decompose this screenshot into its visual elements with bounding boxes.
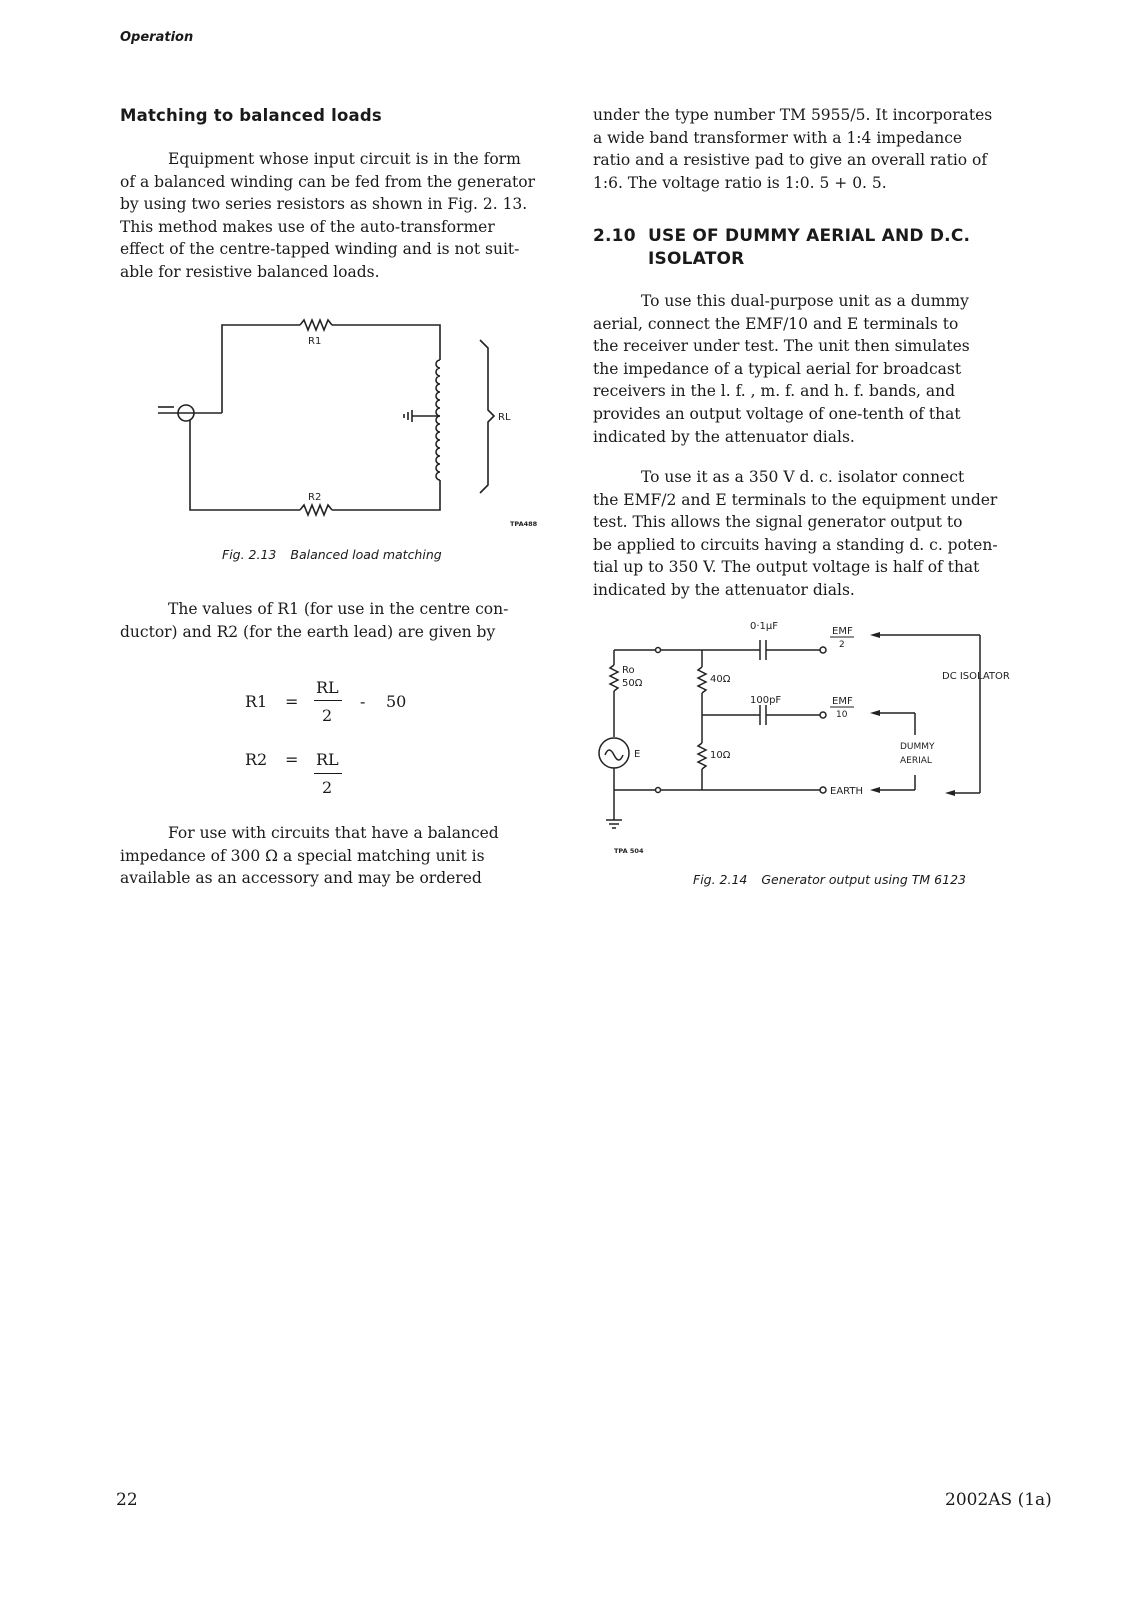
text-line: the impedance of a typical aerial for broadcast: [593, 359, 962, 378]
ro-resistor-symbol: [610, 665, 618, 691]
r1-resistor-symbol: [300, 320, 332, 330]
text-line: available as an accessory and may be ordered: [120, 869, 482, 888]
text-line: effect of the centre-tapped winding and is not suit-: [120, 240, 520, 259]
r10-resistor-symbol: [698, 743, 706, 769]
text-line: of a balanced winding can be fed from the generator: [120, 172, 536, 191]
paragraph-resistor-values: [120, 598, 570, 643]
text-line: the EMF/2 and E terminals to the equipment under: [593, 490, 998, 509]
r2-label: R2: [308, 492, 322, 503]
equation-r1-lhs: R1: [245, 692, 268, 711]
document-code: 2002AS (1a): [945, 1490, 1052, 1510]
text-line: able for resistive balanced loads.: [120, 262, 380, 281]
section-number: 2.10: [593, 226, 636, 246]
caption-number: Fig. 2.14: [693, 872, 748, 887]
text-line: by using two series resistors as shown in Fig. 2. 13.: [120, 195, 528, 214]
figure-ref-code: TPA 504: [614, 847, 644, 855]
text-line: For use with circuits that have a balanced: [168, 824, 499, 842]
running-header: Operation: [120, 30, 194, 45]
text-line: receivers in the l. f. , m. f. and h. f. bands, and: [593, 382, 956, 401]
terminal-emf2-label-top: EMF: [832, 626, 853, 637]
equation-r1-minus: -: [360, 692, 366, 711]
equation-r2-lhs: R2: [245, 750, 268, 769]
section-title-line-1: USE OF DUMMY AERIAL AND D.C.: [648, 226, 971, 246]
figure-generator-output-circuit: [590, 615, 1040, 875]
text-line: the receiver under test. The unit then simulates: [593, 337, 970, 356]
section-title-line-2: ISOLATOR: [648, 249, 745, 269]
figure-ref-code: TPA488: [510, 520, 538, 528]
capacitor-label-100pf: 100pF: [750, 695, 782, 706]
equation-r1-equals: =: [285, 692, 299, 711]
paragraph-dc-isolator: [593, 466, 1043, 602]
text-line: test. This allows the signal generator output to: [593, 513, 963, 532]
equation-r2-equals: =: [285, 750, 299, 769]
equation-r1-constant: 50: [386, 692, 407, 711]
text-line: Equipment whose input circuit is in the form: [168, 150, 521, 168]
figure-2-14-caption: [693, 872, 966, 887]
terminal-emf10-label-bottom: 10: [836, 710, 848, 720]
equation-r2-denominator: 2: [322, 778, 333, 797]
load-bracket: [480, 340, 494, 493]
paragraph-balanced-winding: [120, 148, 570, 284]
rl-label: RL: [498, 412, 511, 423]
dummy-aerial-label-1: DUMMY: [900, 742, 935, 752]
text-line: 1:6. The voltage ratio is 1:0. 5 + 0. 5.: [593, 173, 887, 192]
terminal-earth-label: EARTH: [830, 786, 864, 797]
text-line: ratio and a resistive pad to give an overall ratio of: [593, 151, 988, 170]
equation-r1-numerator: RL: [316, 678, 339, 697]
equation-r1-denominator: 2: [322, 706, 333, 725]
text-line: aerial, connect the EMF/10 and E terminals to: [593, 314, 959, 333]
text-line: be applied to circuits having a standing d. c. poten-: [593, 535, 998, 554]
figure-balanced-load-circuit: [150, 310, 550, 540]
text-line: ductor) and R2 (for the earth lead) are given by: [120, 622, 496, 641]
heading-matching-balanced-loads: Matching to balanced loads: [120, 106, 382, 125]
caption-number: Fig. 2.13: [222, 547, 277, 562]
resistor-ro-value: 50Ω: [622, 678, 643, 689]
resistor-40-label: 40Ω: [710, 674, 731, 685]
text-line: tial up to 350 V. The output voltage is half of that: [593, 558, 980, 577]
dc-isolator-label: DC ISOLATOR: [942, 671, 1010, 682]
winding-coil: [436, 360, 440, 480]
text-line: under the type number TM 5955/5. It incorporates: [593, 106, 993, 124]
resistor-ro-label: Ro: [622, 665, 635, 676]
text-line: To use it as a 350 V d. c. isolator connect: [641, 468, 965, 486]
paragraph-300-ohm-unit: [120, 822, 570, 890]
paragraph-dummy-aerial: [593, 290, 1043, 448]
terminal-emf2-label-bottom: 2: [839, 640, 845, 650]
caption-text: Generator output using TM 6123: [761, 872, 966, 887]
page-number: 22: [116, 1490, 138, 1510]
capacitor-label-0-1uf: 0·1µF: [750, 621, 779, 632]
figure-2-13-caption: [222, 547, 442, 562]
terminal-emf10-label-top: EMF: [832, 696, 853, 707]
text-line: provides an output voltage of one-tenth of that: [593, 404, 961, 423]
paragraph-tm5955: [593, 104, 1043, 194]
text-line: This method makes use of the auto-transformer: [120, 217, 495, 236]
text-line: indicated by the attenuator dials.: [593, 427, 855, 446]
resistor-10-label: 10Ω: [710, 750, 731, 761]
r40-resistor-symbol: [698, 667, 706, 693]
text-line: impedance of 300 Ω a special matching unit is: [120, 846, 485, 865]
fraction-bar: [314, 700, 342, 701]
text-line: a wide band transformer with a 1:4 impedance: [593, 128, 963, 147]
source-e-label: E: [634, 749, 641, 760]
text-line: indicated by the attenuator dials.: [593, 580, 855, 599]
text-line: To use this dual-purpose unit as a dummy: [641, 292, 969, 310]
caption-text: Balanced load matching: [290, 547, 442, 562]
equation-r2-numerator: RL: [316, 750, 339, 769]
ac-source-symbol: [599, 738, 629, 768]
r1-label: R1: [308, 336, 322, 347]
text-line: The values of R1 (for use in the centre con-: [168, 600, 509, 618]
r2-resistor-symbol: [300, 505, 332, 515]
fraction-bar: [314, 773, 342, 774]
dummy-aerial-label-2: AERIAL: [900, 756, 932, 766]
